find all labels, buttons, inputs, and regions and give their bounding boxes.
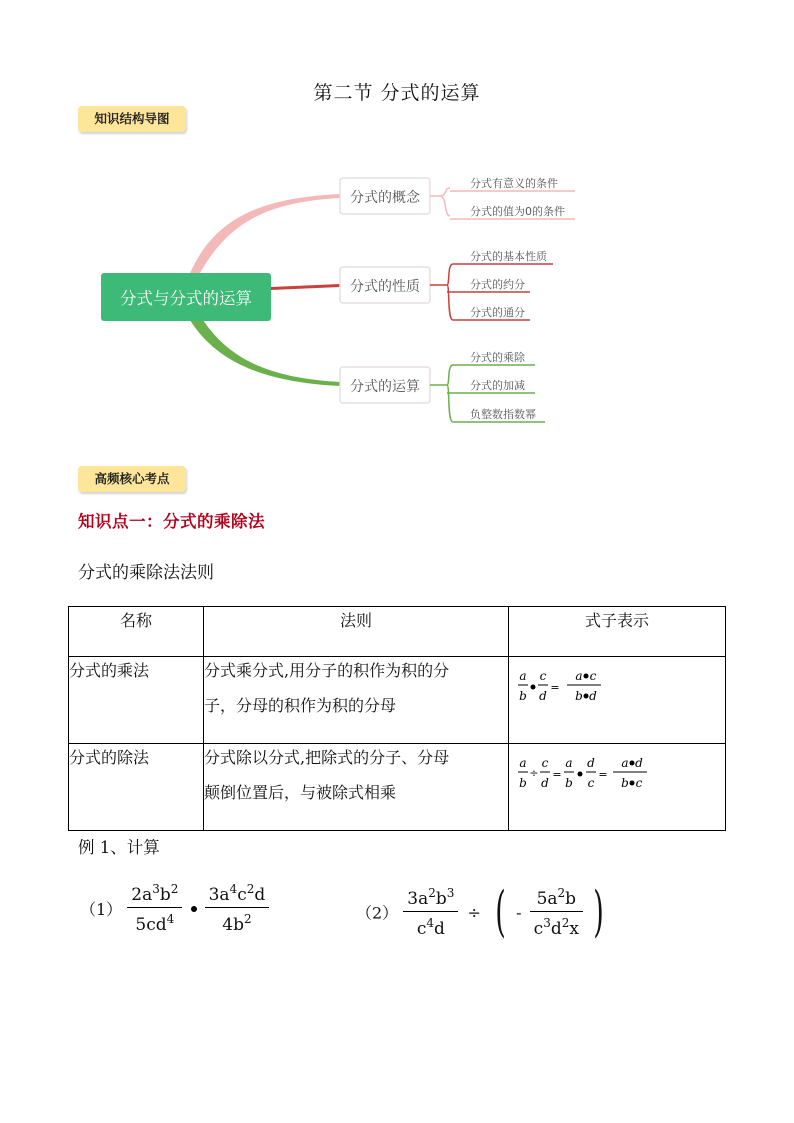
problem-number: （2）	[356, 903, 399, 923]
svg-text:b: b	[519, 776, 527, 790]
rules-section-label: 分式的乘除法法则	[78, 563, 214, 583]
svg-text:b: b	[519, 689, 527, 703]
page-title: 第二节 分式的运算	[313, 82, 481, 104]
mm-branch-label: 分式的运算	[350, 379, 420, 395]
mm-connector-concept	[190, 194, 340, 273]
problem-2	[356, 882, 609, 942]
svg-text:a: a	[621, 756, 629, 770]
svg-text:d: d	[635, 756, 643, 770]
minus-sign: -	[516, 902, 522, 922]
svg-text:c: c	[589, 669, 597, 683]
mind-map	[95, 160, 595, 435]
example-label: 例 1、计算	[78, 838, 160, 857]
mm-leaf-label: 分式有意义的条件	[470, 177, 558, 190]
table-row	[69, 744, 726, 831]
mm-leaf-label: 负整数指数幂	[470, 408, 536, 421]
svg-text:b: b	[575, 689, 583, 703]
svg-text:a: a	[575, 669, 583, 683]
multiply-dot	[191, 906, 197, 912]
table-header-formula: 式子表示	[509, 607, 726, 657]
svg-text:=: =	[552, 768, 562, 781]
knowledge-point-heading: 知识点一：分式的乘除法	[78, 512, 265, 531]
svg-text:=: =	[550, 681, 560, 694]
svg-text:d: d	[539, 689, 547, 703]
row-formula	[509, 657, 726, 744]
mm-root-label: 分式与分式的运算	[120, 289, 252, 308]
mm-leaf-label: 分式的乘除	[470, 351, 525, 364]
fraction: $\frac{5a^2b}{c^3d^2x}$	[530, 886, 583, 939]
row-formula	[509, 744, 726, 831]
row-name: 分式的除法	[69, 744, 204, 831]
mm-leaf-label: 分式的约分	[470, 278, 525, 291]
svg-text:a: a	[519, 756, 527, 770]
svg-text:c: c	[587, 776, 595, 790]
table-header-row	[69, 607, 726, 657]
svg-text:c: c	[541, 756, 549, 770]
svg-text:d: d	[589, 689, 597, 703]
problem-number: （1）	[80, 900, 123, 919]
division-formula	[517, 754, 677, 796]
problem-1	[80, 882, 269, 935]
mm-connector-operation	[190, 320, 340, 386]
svg-text:a: a	[565, 756, 573, 770]
mm-leaf-label: 分式的基本性质	[470, 250, 547, 263]
mm-leaf-label: 分式的值为0的条件	[470, 205, 565, 218]
multiplication-formula	[517, 667, 617, 709]
svg-text:d: d	[541, 776, 549, 790]
right-paren: )	[593, 880, 604, 943]
divide-sign: ÷	[467, 902, 481, 922]
row-rule: 分式乘分式,用分子的积作为积的分 子，分母的积作为积的分母	[204, 657, 509, 744]
mm-connector-property	[271, 284, 340, 290]
rules-table	[68, 606, 726, 831]
svg-text:b: b	[565, 776, 573, 790]
mm-leaf-label: 分式的通分	[470, 306, 525, 319]
svg-text:÷: ÷	[529, 767, 539, 780]
svg-text:d: d	[587, 756, 595, 770]
table-row	[69, 657, 726, 744]
table-header-rule: 法则	[204, 607, 509, 657]
fraction: $\frac{3a^4c^2d}{4b^2}$	[205, 882, 270, 935]
svg-text:b: b	[621, 776, 629, 790]
section-badge-structure: 知识结构导图	[78, 106, 186, 132]
table-header-name: 名称	[69, 607, 204, 657]
fraction: $\frac{2a^3b^2}{5cd^4}$	[127, 882, 182, 935]
section-badge-core: 高频核心考点	[78, 466, 186, 492]
svg-text:c: c	[635, 776, 643, 790]
row-rule: 分式除以分式,把除式的分子、分母 颠倒位置后，与被除式相乘	[204, 744, 509, 831]
svg-text:c: c	[539, 669, 547, 683]
mm-branch-label: 分式的性质	[350, 279, 420, 295]
svg-text:a: a	[519, 669, 527, 683]
row-name: 分式的乘法	[69, 657, 204, 744]
mm-leaf-label: 分式的加减	[470, 379, 525, 392]
svg-text:=: =	[598, 768, 608, 781]
fraction: $\frac{3a^2b^3}{c^4d}$	[403, 886, 458, 939]
mm-branch-label: 分式的概念	[350, 190, 420, 206]
left-paren: (	[495, 880, 506, 943]
